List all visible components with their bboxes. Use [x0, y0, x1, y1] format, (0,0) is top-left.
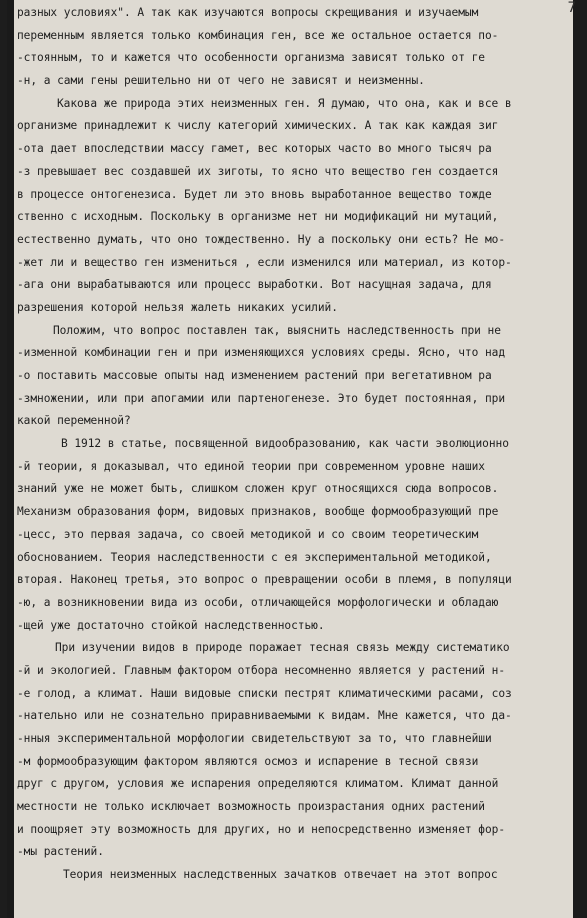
text-line: вторая. Наконец третья, это вопрос о превращении особи в племя, в популяци	[17, 573, 512, 587]
text-line: -цесс, это первая задача, со своей методикой и со своим теоретическим	[17, 527, 479, 541]
text-line: -ага они вырабатываются или процесс выработки. Вот насущная задача, для	[17, 278, 492, 292]
text-line: -змножении, или при апогамии или партеногенезе. Это будет постоянная, при	[17, 391, 506, 405]
text-line: -стоянным, то и кажется что особенности организма зависят только от ге	[17, 51, 485, 65]
text-line: разрешения которой нельзя жалеть никаких усилий.	[17, 300, 338, 314]
text-line: Механизм образования форм, видовых признаков, вообще формообразующий пре	[17, 505, 499, 519]
page-number: 7	[567, 0, 576, 16]
paragraph-start-line: При изучении видов в природе поражает тесная связь между систематико	[55, 641, 510, 655]
text-line: друг с другом, условия же испарения определяются климатом. Климат данной	[17, 777, 499, 791]
text-line: -й теории, я доказывал, что единой теории при современном уровне наших	[17, 459, 485, 473]
text-line: -нательно или не сознательно приравниваемыми к видам. Мне кажется, что да-	[17, 709, 512, 723]
paragraph-start-line: Теория неизменных наследственных зачатков отвечает на этот вопрос	[63, 868, 498, 882]
text-line: ственно с исходным. Поскольку в организме нет ни модификаций ни мутаций,	[17, 210, 499, 224]
paragraph-start-line: Какова же природа этих неизменных ген. Я думаю, что она, как и все в	[57, 96, 512, 110]
text-line: в процессе онтогенезиса. Будет ли это вновь выработанное вещество тожде	[17, 187, 492, 201]
text-line: -о поставить массовые опыты над изменением растений при вегетативном ра	[17, 369, 492, 382]
text-line: организме принадлежит к числу категорий химических. А так как каждая зиг	[17, 119, 499, 133]
text-line: какой переменной?	[17, 414, 131, 428]
text-line: -мы растений.	[17, 845, 104, 859]
text-line: естественно думать, что оно тождественно. Ну а поскольку они есть? Не мо-	[17, 232, 506, 246]
text-line: -н, а сами гены решительно ни от чего не зависят и неизменны.	[17, 74, 425, 88]
scan-border-left	[7, 0, 14, 918]
text-line: -щей уже достаточно стойкой наследственностью.	[17, 618, 325, 632]
text-line: обоснованием. Теория наследственности с ея экспериментальной методикой,	[17, 550, 492, 564]
text-line: местности не только исключает возможность произрастания одних растений	[17, 800, 485, 814]
text-line: -м формообразующим фактором являются осмоз и испарение в тесной связи	[17, 754, 479, 768]
text-line: переменным является только комбинация ген, все же остальное остается по-	[17, 28, 499, 42]
text-line: разных условиях". А так как изучаются вопросы скрещивания и изучаемым	[17, 6, 479, 19]
text-line: -з превышает вес создавшей их зиготы, то ясно что вещество ген создается	[17, 164, 499, 178]
text-line: -ота дает впоследствии массу гамет, вес которых часто во много тысяч ра	[17, 142, 492, 156]
text-line: и поощряет эту возможность для других, но и непосредственно изменяет фор-	[17, 822, 506, 836]
text-line: -й и экологией. Главным фактором отбора несомненно является у растений н-	[17, 663, 506, 677]
typewritten-text	[17, 2, 575, 887]
text-line: -е голод, а климат. Наши видовые списки пестрят климатическими расами, соз	[17, 686, 512, 700]
text-line: -изменной комбинации ген и при изменяющихся условиях среды. Ясно, что над	[17, 346, 506, 360]
text-line: -жет ли и вещество ген измениться , если изменился или материал, из котор-	[17, 255, 512, 269]
text-line: знаний уже не может быть, слишком сложен круг относящихся сюда вопросов.	[17, 482, 499, 496]
text-line: -ю, а возникновении вида из особи, отличающейся морфологически и обладаю	[17, 595, 499, 609]
paragraph-start-line: В 1912 в статье, посвященной видообразованию, как части эволюционно	[61, 437, 509, 451]
paragraph-start-line: Положим, что вопрос поставлен так, выяснить наследственность при не	[53, 323, 501, 337]
document-page	[7, 0, 580, 918]
text-line: -нныя экспериментальной морфологии свидетельствуют за то, что главнейши	[17, 732, 492, 745]
